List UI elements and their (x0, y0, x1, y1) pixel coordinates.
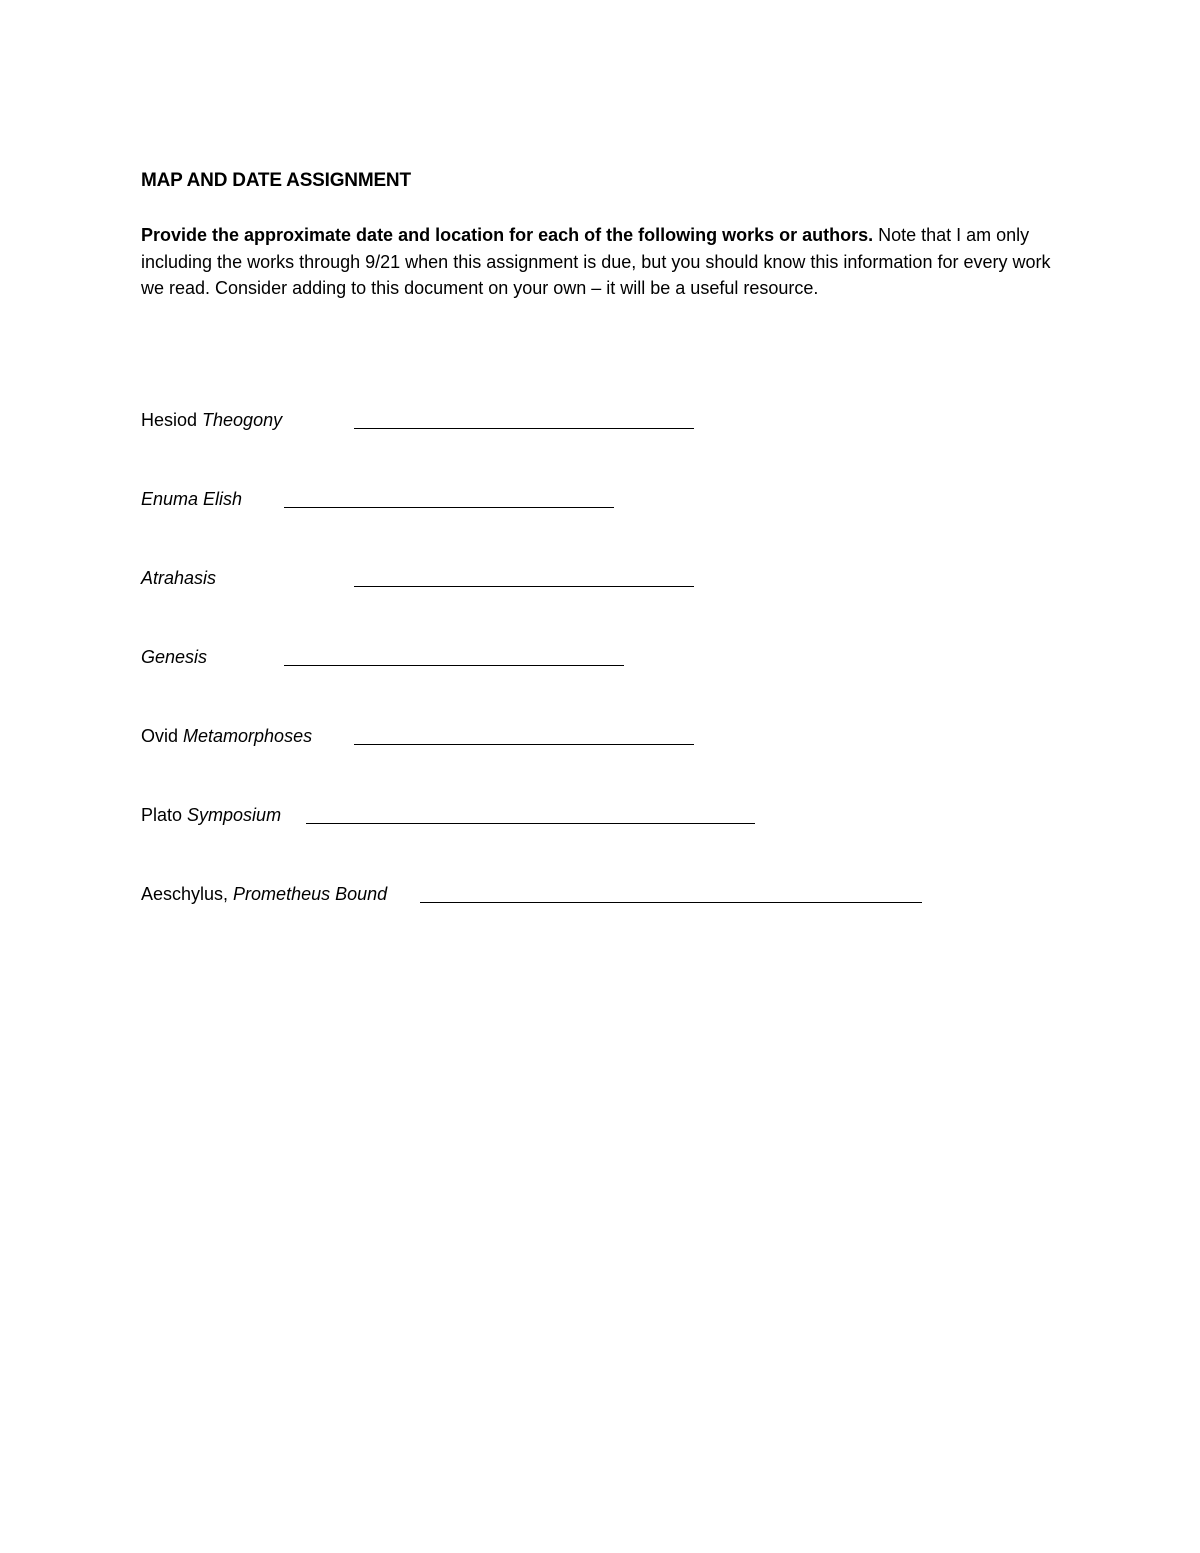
page-title: MAP AND DATE ASSIGNMENT (141, 170, 411, 191)
entry-author: Plato (141, 805, 188, 825)
answer-blank[interactable] (284, 486, 614, 512)
instructions-body: Note that I am only including the works through 9/21 when this assignment is due, but you should know this information for every work we read. Consider adding to this document on your own – it will be a useful resource. (141, 225, 1051, 298)
answer-blank[interactable] (306, 802, 755, 828)
entry-work-title: Metamorphoses (183, 726, 313, 746)
entry-plato-symposium (141, 802, 281, 828)
entry-author: Ovid (141, 726, 184, 746)
entry-aeschylus-prometheus-bound (141, 881, 387, 907)
entry-author: Hesiod (141, 410, 203, 430)
answer-blank[interactable] (354, 565, 694, 591)
entry-work-title: Theogony (202, 410, 283, 430)
instructions-paragraph (141, 222, 1051, 302)
entry-ovid-metamorphoses (141, 723, 312, 749)
instructions-lead: Provide the approximate date and location for each of the following works or authors. (141, 225, 874, 245)
entry-work-title: Symposium (187, 805, 282, 825)
entry-enuma-elish (141, 486, 242, 512)
answer-blank[interactable] (284, 644, 624, 670)
answer-blank[interactable] (420, 881, 922, 907)
entry-genesis (141, 644, 207, 670)
entry-atrahasis (141, 565, 216, 591)
entry-work-title: Atrahasis (141, 568, 217, 588)
entry-author: Aeschylus, (141, 884, 234, 904)
entry-work-title: Prometheus Bound (233, 884, 388, 904)
entry-work-title: Genesis (141, 647, 208, 667)
answer-blank[interactable] (354, 407, 694, 433)
entry-work-title: Enuma Elish (141, 489, 243, 509)
entry-hesiod-theogony (141, 407, 282, 433)
answer-blank[interactable] (354, 723, 694, 749)
